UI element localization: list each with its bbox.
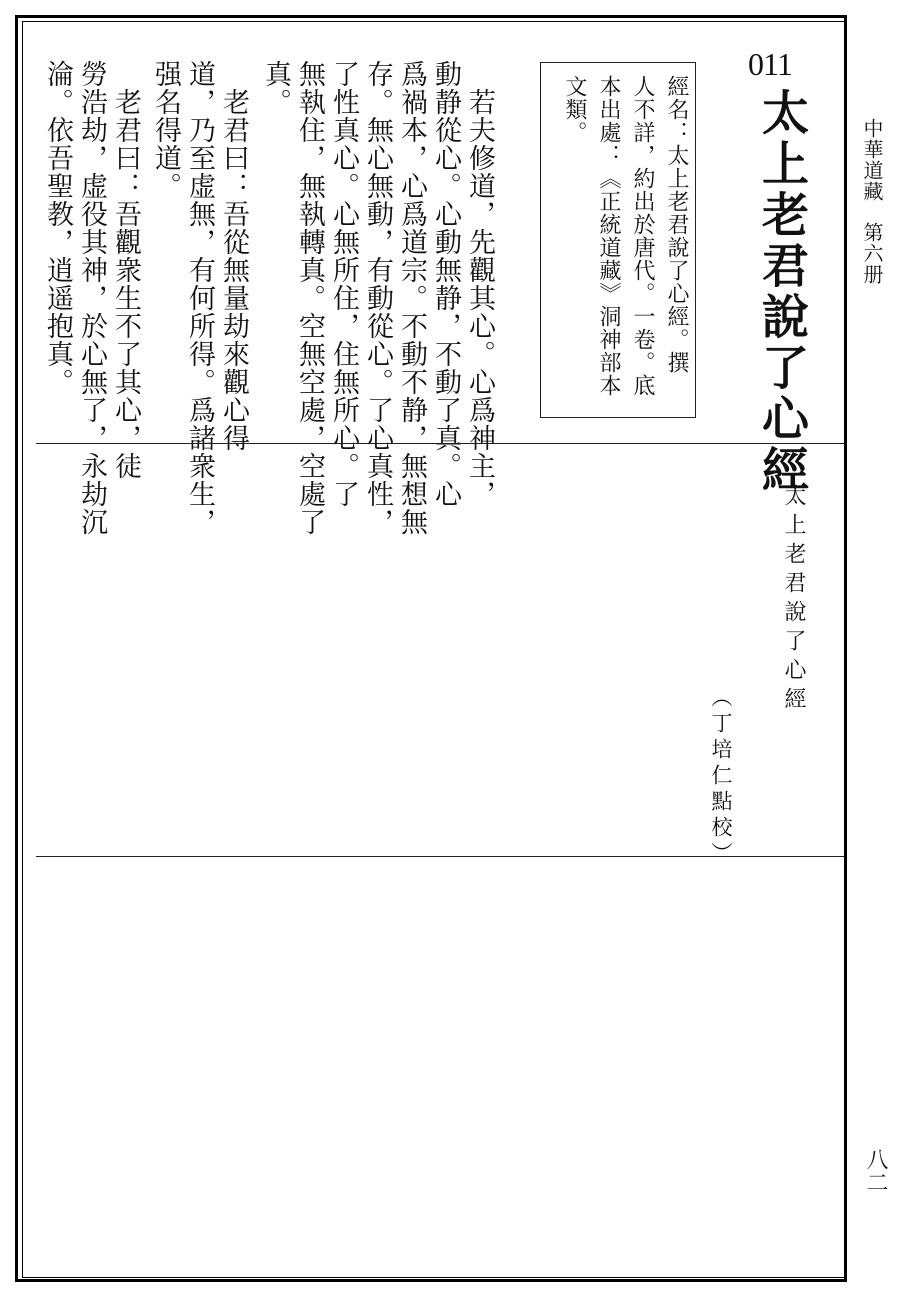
section-divider — [36, 856, 844, 857]
body-line: 動静從心。心動無静，不動了真。心 — [430, 60, 461, 508]
note-line: 文類。 — [562, 75, 587, 144]
body-line: 淪。依吾聖教，逍遥抱真。 — [42, 60, 73, 396]
volume-label: 第六册 — [860, 222, 884, 285]
colophon-title: 太上老君說了心經 — [781, 484, 806, 716]
page-number: 八二 — [863, 1148, 888, 1194]
body-line: 老君曰：吾從無量劫來觀心得 — [218, 60, 249, 452]
body-line: 老君曰：吾觀衆生不了其心，徒 — [110, 60, 141, 480]
entry-number: 011 — [748, 46, 792, 82]
note-line: 經名：太上老君說了心經。撰 — [664, 75, 689, 374]
section-divider — [36, 443, 844, 444]
body-line: 道，乃至虚無，有何所得。爲諸衆生， — [184, 60, 215, 536]
note-line: 本出處：《正統道藏》洞神部本 — [596, 75, 621, 397]
body-line: 真。 — [260, 60, 291, 116]
body-line: 强名得道。 — [150, 60, 181, 200]
body-line: 了性真心。心無所住，住無所心。了 — [328, 60, 359, 508]
editor-credit: （丁培仁點校） — [709, 686, 733, 868]
body-line: 無執住，無執轉真。空無空處，空處了 — [294, 60, 325, 536]
body-line: 存。無心無動，有動從心。了心真性， — [362, 60, 393, 536]
note-line: 人不詳，約出於唐代。一卷。底 — [630, 75, 655, 397]
editorial-note-box — [540, 62, 696, 418]
body-line: 爲禍本，心爲道宗。不動不静，無想無 — [396, 60, 427, 536]
body-line: 若夫修道，先觀其心。心爲神主， — [464, 60, 495, 508]
body-line: 勞浩劫，虚役其神，於心無了，永劫沉 — [76, 60, 107, 536]
collection-name: 中華道藏 — [860, 118, 884, 202]
scripture-title: 太上老君說了心經 — [754, 88, 809, 496]
